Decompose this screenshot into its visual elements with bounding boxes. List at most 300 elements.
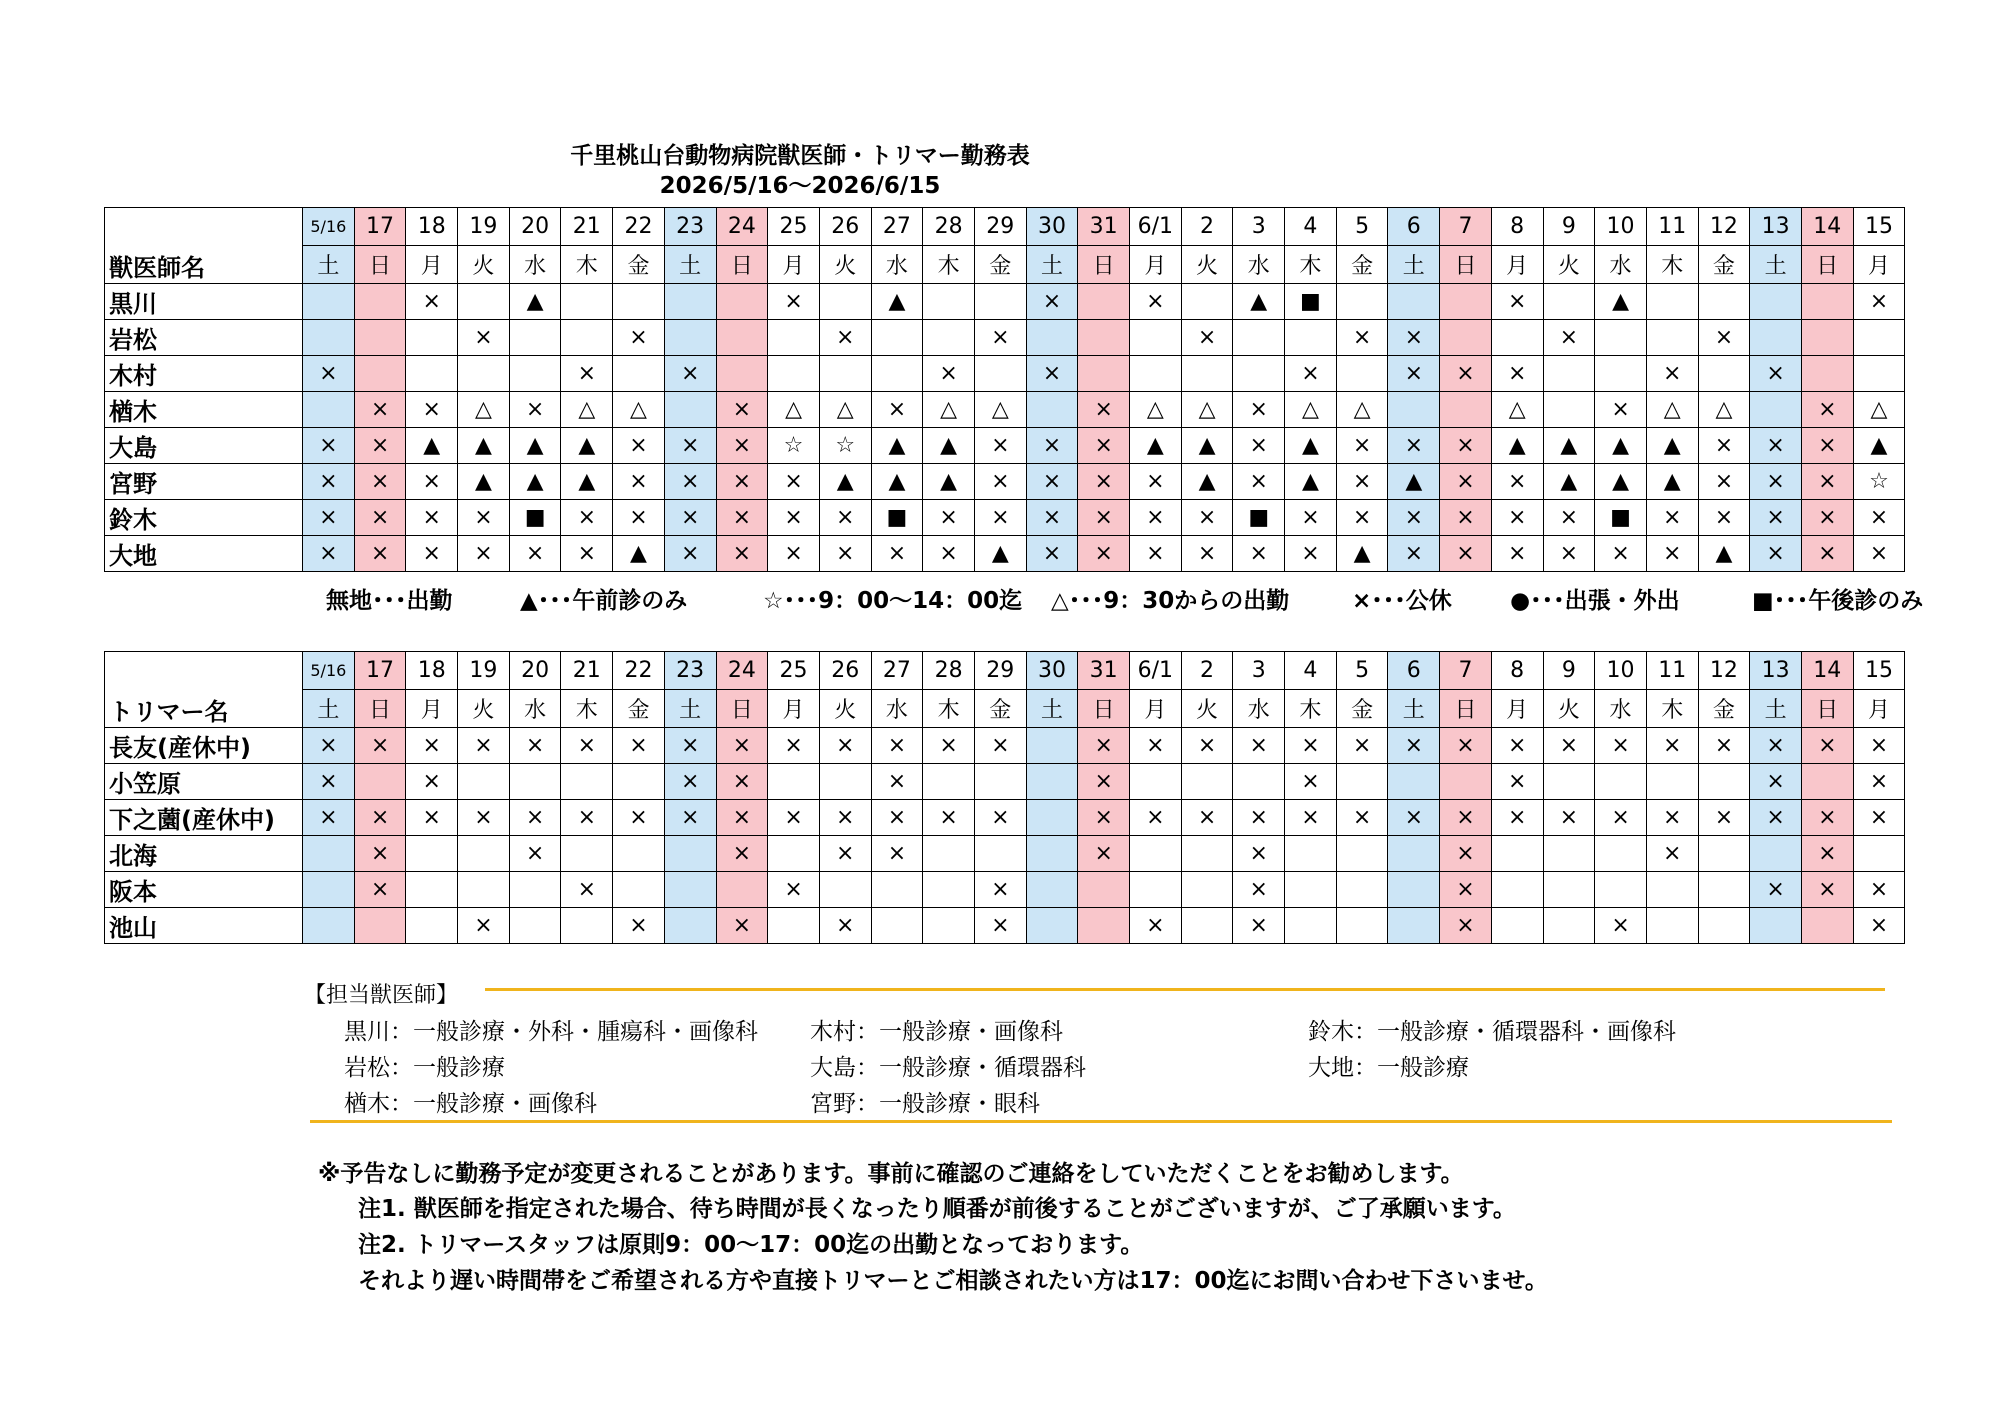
schedule-cell: ×: [1078, 764, 1130, 800]
schedule-cell: ×: [664, 764, 716, 800]
schedule-cell: ×: [303, 428, 355, 464]
schedule-cell: [303, 284, 355, 320]
schedule-cell: ×: [819, 836, 871, 872]
date-header: 5: [1336, 652, 1388, 690]
schedule-cell: [1130, 764, 1182, 800]
schedule-cell: ×: [509, 392, 561, 428]
weekday-header: 火: [1181, 690, 1233, 728]
legend: [0, 582, 2000, 616]
schedule-cell: ×: [303, 500, 355, 536]
name-column-header: トリマー名: [105, 652, 303, 728]
schedule-cell: [1181, 764, 1233, 800]
date-header: 29: [974, 652, 1026, 690]
schedule-cell: ×: [406, 392, 458, 428]
schedule-cell: [1336, 872, 1388, 908]
schedule-cell: ×: [1440, 728, 1492, 764]
schedule-cell: [1026, 764, 1078, 800]
weekday-header: 水: [871, 246, 923, 284]
schedule-cell: ×: [664, 500, 716, 536]
schedule-cell: [1595, 836, 1647, 872]
schedule-cell: ×: [1078, 728, 1130, 764]
schedule-cell: ×: [871, 764, 923, 800]
weekday-header: 日: [1440, 246, 1492, 284]
schedule-cell: ▲: [1336, 536, 1388, 572]
schedule-cell: ×: [458, 536, 510, 572]
schedule-cell: [1698, 908, 1750, 944]
schedule-cell: ▲: [406, 428, 458, 464]
legend-item: △･･･9：30からの出勤: [1051, 588, 1290, 614]
schedule-cell: ×: [354, 728, 406, 764]
schedule-cell: ×: [406, 800, 458, 836]
weekday-header: 水: [509, 690, 561, 728]
schedule-cell: ×: [974, 728, 1026, 764]
schedule-cell: ☆: [768, 428, 820, 464]
schedule-cell: ▲: [1130, 428, 1182, 464]
schedule-cell: ×: [354, 836, 406, 872]
weekday-header: 土: [1388, 690, 1440, 728]
note: 注2. トリマースタッフは原則9：00～17：00迄の出勤となっております。: [358, 1232, 1144, 1258]
schedule-cell: [1440, 764, 1492, 800]
schedule-cell: ×: [458, 800, 510, 836]
schedule-cell: ×: [974, 464, 1026, 500]
schedule-cell: [1233, 356, 1285, 392]
schedule-cell: ×: [406, 464, 458, 500]
divider: [310, 1120, 1892, 1123]
schedule-cell: ×: [1853, 728, 1905, 764]
schedule-cell: [1026, 392, 1078, 428]
schedule-cell: [664, 284, 716, 320]
schedule-cell: ×: [1646, 800, 1698, 836]
schedule-cell: [1440, 392, 1492, 428]
schedule-cell: ×: [1750, 872, 1802, 908]
date-header: 25: [768, 208, 820, 246]
schedule-cell: [303, 908, 355, 944]
schedule-cell: [871, 908, 923, 944]
weekday-header: 土: [664, 246, 716, 284]
schedule-cell: △: [1646, 392, 1698, 428]
schedule-cell: [1595, 356, 1647, 392]
schedule-cell: ▲: [923, 428, 975, 464]
schedule-cell: [871, 356, 923, 392]
schedule-cell: [458, 872, 510, 908]
schedule-cell: [1801, 908, 1853, 944]
schedule-cell: ×: [1285, 764, 1337, 800]
schedule-cell: [1285, 836, 1337, 872]
schedule-cell: [716, 284, 768, 320]
schedule-cell: ×: [1750, 800, 1802, 836]
staff-name: 小笠原: [105, 764, 303, 800]
schedule-cell: [1543, 872, 1595, 908]
schedule-cell: [923, 872, 975, 908]
date-header: 21: [561, 652, 613, 690]
schedule-cell: ×: [974, 872, 1026, 908]
schedule-cell: ×: [1646, 836, 1698, 872]
schedule-cell: ×: [1646, 356, 1698, 392]
schedule-cell: △: [1130, 392, 1182, 428]
schedule-cell: ×: [1078, 500, 1130, 536]
staff-row: [105, 872, 1905, 908]
schedule-cell: [1595, 872, 1647, 908]
date-header: 8: [1491, 208, 1543, 246]
schedule-cell: ×: [406, 500, 458, 536]
schedule-cell: [974, 284, 1026, 320]
date-header: 5/16: [303, 652, 355, 690]
schedule-cell: ×: [1801, 428, 1853, 464]
schedule-cell: [1750, 320, 1802, 356]
weekday-header: 土: [1026, 690, 1078, 728]
schedule-cell: ×: [716, 392, 768, 428]
schedule-cell: [458, 284, 510, 320]
staff-row: [105, 536, 1905, 572]
weekday-header: 木: [923, 246, 975, 284]
schedule-cell: ▲: [458, 428, 510, 464]
vet-schedule-table: [104, 207, 1905, 572]
schedule-cell: [509, 356, 561, 392]
schedule-cell: ×: [1440, 836, 1492, 872]
schedule-cell: ×: [1543, 800, 1595, 836]
schedule-cell: [354, 284, 406, 320]
date-header: 21: [561, 208, 613, 246]
staff-row: [105, 728, 1905, 764]
responsible-item: 大地：一般診療: [1308, 1055, 1469, 1081]
schedule-cell: [1801, 764, 1853, 800]
date-header: 9: [1543, 208, 1595, 246]
schedule-cell: ×: [509, 800, 561, 836]
weekday-header: 木: [561, 246, 613, 284]
weekday-header: 火: [1543, 690, 1595, 728]
staff-row: [105, 284, 1905, 320]
schedule-cell: ▲: [871, 464, 923, 500]
schedule-cell: ×: [1595, 908, 1647, 944]
date-header: 17: [354, 208, 406, 246]
schedule-cell: [1595, 320, 1647, 356]
weekday-header: 金: [613, 690, 665, 728]
schedule-cell: [303, 872, 355, 908]
staff-name: 長友(産休中): [105, 728, 303, 764]
schedule-cell: ×: [303, 764, 355, 800]
schedule-cell: [664, 872, 716, 908]
schedule-cell: ■: [1285, 284, 1337, 320]
weekday-header: 土: [1026, 246, 1078, 284]
schedule-cell: [1698, 836, 1750, 872]
schedule-cell: ×: [1646, 728, 1698, 764]
schedule-cell: ×: [1233, 836, 1285, 872]
schedule-cell: [1646, 872, 1698, 908]
schedule-cell: △: [819, 392, 871, 428]
staff-name: 宮野: [105, 464, 303, 500]
schedule-cell: [354, 356, 406, 392]
schedule-cell: [561, 320, 613, 356]
trimmer-schedule-table: [104, 651, 1905, 944]
schedule-cell: △: [1181, 392, 1233, 428]
date-header: 20: [509, 208, 561, 246]
date-header: 2: [1181, 652, 1233, 690]
schedule-cell: ×: [1646, 536, 1698, 572]
weekday-header: 金: [1698, 246, 1750, 284]
schedule-cell: ■: [1233, 500, 1285, 536]
date-header: 27: [871, 652, 923, 690]
date-header: 15: [1853, 652, 1905, 690]
schedule-cell: ×: [1285, 356, 1337, 392]
schedule-cell: ×: [923, 800, 975, 836]
schedule-cell: ×: [1698, 428, 1750, 464]
schedule-cell: [1491, 908, 1543, 944]
staff-row: [105, 428, 1905, 464]
schedule-cell: [1078, 284, 1130, 320]
schedule-cell: [819, 284, 871, 320]
schedule-cell: ×: [1698, 800, 1750, 836]
schedule-cell: ×: [406, 764, 458, 800]
date-header: 11: [1646, 208, 1698, 246]
weekday-header: 土: [664, 690, 716, 728]
schedule-cell: [1388, 836, 1440, 872]
schedule-cell: [664, 908, 716, 944]
schedule-cell: [716, 872, 768, 908]
date-header: 10: [1595, 652, 1647, 690]
schedule-cell: ×: [1750, 764, 1802, 800]
weekday-header: 月: [1853, 246, 1905, 284]
schedule-cell: [1543, 764, 1595, 800]
schedule-cell: [1336, 356, 1388, 392]
schedule-cell: [1543, 284, 1595, 320]
schedule-cell: ×: [1595, 728, 1647, 764]
schedule-cell: [1646, 284, 1698, 320]
schedule-cell: ×: [923, 500, 975, 536]
schedule-cell: ×: [923, 728, 975, 764]
schedule-cell: ×: [613, 464, 665, 500]
date-header: 26: [819, 652, 871, 690]
date-header: 24: [716, 208, 768, 246]
staff-name: 北海: [105, 836, 303, 872]
weekday-header: 日: [1801, 690, 1853, 728]
schedule-cell: ×: [819, 500, 871, 536]
schedule-cell: ×: [1750, 728, 1802, 764]
weekday-header: 月: [406, 246, 458, 284]
schedule-cell: ▲: [509, 464, 561, 500]
schedule-cell: ×: [974, 500, 1026, 536]
schedule-cell: [1543, 836, 1595, 872]
schedule-cell: ▲: [1543, 464, 1595, 500]
schedule-cell: ▲: [1285, 428, 1337, 464]
schedule-cell: ×: [871, 536, 923, 572]
schedule-cell: ×: [1750, 464, 1802, 500]
staff-row: [105, 392, 1905, 428]
schedule-cell: ×: [1233, 800, 1285, 836]
weekday-header: 金: [974, 246, 1026, 284]
schedule-cell: ×: [1595, 536, 1647, 572]
schedule-cell: ×: [354, 428, 406, 464]
schedule-cell: △: [974, 392, 1026, 428]
schedule-cell: ×: [1026, 500, 1078, 536]
schedule-cell: ×: [1801, 500, 1853, 536]
schedule-cell: ×: [1750, 428, 1802, 464]
schedule-cell: ×: [1233, 908, 1285, 944]
schedule-cell: ×: [819, 800, 871, 836]
legend-item: ×･･･公休: [1352, 588, 1452, 614]
schedule-cell: [819, 764, 871, 800]
schedule-cell: [923, 764, 975, 800]
schedule-cell: ×: [1491, 536, 1543, 572]
schedule-cell: [1285, 320, 1337, 356]
schedule-cell: ×: [406, 284, 458, 320]
staff-row: [105, 800, 1905, 836]
schedule-cell: [406, 356, 458, 392]
schedule-cell: [1646, 320, 1698, 356]
responsible-item: 大島：一般診療・循環器科: [810, 1055, 1086, 1081]
schedule-cell: ×: [613, 428, 665, 464]
schedule-cell: [1078, 356, 1130, 392]
schedule-cell: ×: [354, 392, 406, 428]
schedule-cell: ×: [1130, 800, 1182, 836]
schedule-cell: ×: [1801, 836, 1853, 872]
schedule-cell: [354, 908, 406, 944]
schedule-cell: [974, 356, 1026, 392]
weekday-header: 土: [1750, 246, 1802, 284]
date-header: 6/1: [1130, 652, 1182, 690]
weekday-header: 月: [1491, 690, 1543, 728]
schedule-cell: [1181, 284, 1233, 320]
schedule-cell: ▲: [1646, 428, 1698, 464]
staff-name: 黒川: [105, 284, 303, 320]
schedule-cell: [1750, 284, 1802, 320]
schedule-cell: [1181, 356, 1233, 392]
schedule-cell: [1646, 908, 1698, 944]
schedule-cell: [1853, 320, 1905, 356]
schedule-cell: ×: [664, 536, 716, 572]
schedule-cell: ×: [1853, 536, 1905, 572]
schedule-cell: [303, 320, 355, 356]
schedule-cell: ×: [768, 284, 820, 320]
date-header: 6/1: [1130, 208, 1182, 246]
schedule-cell: ×: [1130, 908, 1182, 944]
weekday-header: 日: [354, 690, 406, 728]
schedule-cell: ×: [1388, 500, 1440, 536]
date-header: 23: [664, 652, 716, 690]
schedule-cell: ×: [1336, 500, 1388, 536]
schedule-cell: ×: [871, 728, 923, 764]
schedule-cell: [716, 320, 768, 356]
schedule-cell: ×: [1233, 392, 1285, 428]
date-header: 11: [1646, 652, 1698, 690]
schedule-cell: ×: [819, 908, 871, 944]
legend-item: ▲･･･午前診のみ: [520, 588, 688, 614]
schedule-cell: ×: [716, 908, 768, 944]
schedule-cell: ■: [1595, 500, 1647, 536]
schedule-cell: ×: [1078, 428, 1130, 464]
schedule-cell: ×: [509, 836, 561, 872]
weekday-header: 日: [1078, 246, 1130, 284]
schedule-cell: ▲: [871, 284, 923, 320]
note: ※予告なしに勤務予定が変更されることがあります。事前に確認のご連絡をしていただくことをお勧めします。: [318, 1161, 1464, 1187]
weekday-header: 日: [1078, 690, 1130, 728]
schedule-cell: [923, 284, 975, 320]
note: それより遅い時間帯をご希望される方や直接トリマーとご相談されたい方は17：00迄にお問い合わせ下さいませ。: [358, 1268, 1548, 1294]
weekday-header: 木: [1646, 246, 1698, 284]
schedule-cell: △: [768, 392, 820, 428]
date-header: 2: [1181, 208, 1233, 246]
schedule-cell: ×: [1853, 908, 1905, 944]
schedule-cell: ×: [509, 728, 561, 764]
schedule-cell: [458, 356, 510, 392]
schedule-cell: ×: [1026, 428, 1078, 464]
schedule-cell: ▲: [509, 428, 561, 464]
schedule-cell: ×: [1336, 464, 1388, 500]
schedule-cell: ×: [1440, 464, 1492, 500]
date-header: 19: [458, 208, 510, 246]
schedule-cell: ×: [1440, 428, 1492, 464]
divider: [485, 988, 1885, 991]
schedule-cell: ▲: [561, 464, 613, 500]
schedule-cell: ▲: [1646, 464, 1698, 500]
schedule-cell: ×: [1801, 800, 1853, 836]
staff-row: [105, 908, 1905, 944]
schedule-cell: ×: [561, 728, 613, 764]
schedule-cell: [768, 356, 820, 392]
weekday-header: 水: [871, 690, 923, 728]
staff-row: [105, 764, 1905, 800]
schedule-cell: ×: [1595, 392, 1647, 428]
legend-item: 無地･･･出勤: [326, 588, 453, 614]
schedule-cell: ×: [1285, 728, 1337, 764]
schedule-cell: [1233, 320, 1285, 356]
schedule-cell: [354, 320, 406, 356]
schedule-cell: ×: [1388, 320, 1440, 356]
schedule-cell: ×: [458, 320, 510, 356]
schedule-cell: ×: [1595, 800, 1647, 836]
schedule-cell: ▲: [458, 464, 510, 500]
staff-name: 阪本: [105, 872, 303, 908]
schedule-cell: [1181, 836, 1233, 872]
schedule-cell: ▲: [1698, 536, 1750, 572]
date-header: 17: [354, 652, 406, 690]
weekday-header: 火: [1181, 246, 1233, 284]
weekday-header: 火: [819, 690, 871, 728]
schedule-cell: ×: [974, 908, 1026, 944]
weekday-header: 水: [509, 246, 561, 284]
schedule-cell: △: [458, 392, 510, 428]
responsible-item: 黒川：一般診療・外科・腫瘍科・画像科: [344, 1019, 758, 1045]
date-header: 31: [1078, 652, 1130, 690]
schedule-cell: ×: [1440, 500, 1492, 536]
schedule-cell: ×: [1078, 392, 1130, 428]
schedule-cell: [1750, 908, 1802, 944]
weekday-header: 木: [923, 690, 975, 728]
schedule-cell: [1130, 872, 1182, 908]
schedule-cell: ×: [1130, 500, 1182, 536]
weekday-header: 金: [1336, 246, 1388, 284]
schedule-cell: ×: [819, 536, 871, 572]
schedule-cell: ▲: [871, 428, 923, 464]
date-header: 5/16: [303, 208, 355, 246]
schedule-cell: ×: [871, 392, 923, 428]
schedule-cell: ×: [303, 536, 355, 572]
schedule-cell: ×: [1336, 320, 1388, 356]
staff-row: [105, 836, 1905, 872]
schedule-cell: ▲: [1595, 428, 1647, 464]
schedule-cell: ▲: [1853, 428, 1905, 464]
staff-name: 鈴木: [105, 500, 303, 536]
date-header: 13: [1750, 652, 1802, 690]
weekday-header: 木: [1285, 690, 1337, 728]
schedule-cell: [1853, 356, 1905, 392]
schedule-cell: ▲: [1181, 464, 1233, 500]
schedule-cell: ×: [1388, 800, 1440, 836]
schedule-cell: [1026, 320, 1078, 356]
responsible-item: 楢木：一般診療・画像科: [344, 1091, 597, 1117]
schedule-cell: ×: [1440, 800, 1492, 836]
schedule-cell: ■: [871, 500, 923, 536]
schedule-cell: ×: [1181, 320, 1233, 356]
